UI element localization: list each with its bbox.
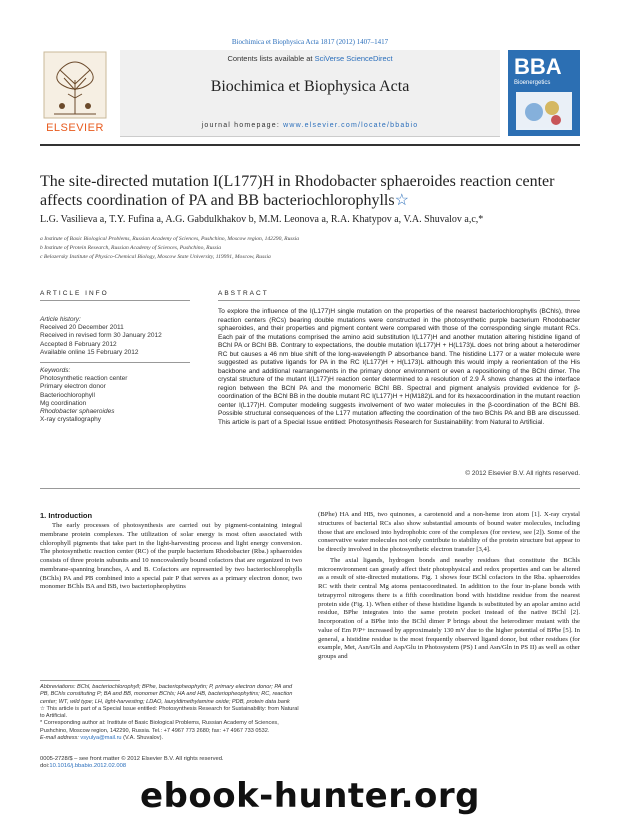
- abbreviations-footnote: Abbreviations: BChl, bacteriochlorophyll; BPhe, bacteriopheophytin; P, primary electron donor; PA and PB, BChls constituting P; BA and BB, monomer BChls; HA and HB, bacteriopheophytins; RC, reaction center; WT, wild type; LH, light-harvesting; LDAO, lauryldimethylamine oxide; PDB, protein data bank: [40, 684, 293, 705]
- header-rule: [40, 144, 580, 146]
- special-issue-footnote: ☆ This article is part of a Special Issue entitled: Photosynthesis Research for Sustainability: from Natural to Artificial.: [40, 705, 299, 720]
- watermark-text: ebook-hunter.org: [139, 776, 481, 816]
- introduction-heading: 1. Introduction: [40, 511, 93, 520]
- journal-cover[interactable]: [508, 50, 580, 136]
- affiliation-c: c Belozersky Institute of Physico-Chemical Biology, Moscow State University, 119991, Moscow, Russia: [40, 254, 271, 260]
- footnotes: [40, 684, 302, 742]
- history-item: Received in revised form 30 January 2012: [40, 332, 162, 340]
- email-owner: (V.A. Shuvalov).: [121, 735, 164, 742]
- abstract-rule: [218, 300, 580, 301]
- keyword-item: Bacteriochlorophyll: [40, 391, 95, 399]
- intro-left-column: [40, 522, 302, 592]
- intro-paragraph-2: The axial ligands, hydrogen bonds and nearby residues that constitute the BChls microenvironment can greatly affect their photophysical and redox properties and can be altered as a result of site-directed mutations. Fig. 1 shows four BChl cofactors in the Rba. sphaeroides RC with their central Mg atoms pentacoordinated. In addition to the four in-plane bonds with tetrapyrrol nitrogens there is a fifth coordination bond with histidine residue from the nearest protein side (Fig. 1). When either of these histidine ligands is substituted by an apolar amino acid residue, BPhe integrates into the same protein pocket instead of the native BChl [2]. Incorporation of a BPhe into the BChl dimer P brings about the heterodimer mutant with the value of Em P/P+ increased by approximately 130 mV due to the higher potential of BPhe [5]. In general, a histidine residue is the most frequently observed ligand donor, but other residues (for example, Met, Asn/Gln and Asp/Glu in Photosystem (PS) I and Asn/Gln in PS II) as well as other groups and: [318, 556, 580, 660]
- keywords-rule: [40, 362, 190, 363]
- author-list: L.G. Vasilieva a, T.Y. Fufina a, A.G. Gabdulkhakov b, M.M. Leonova a, R.A. Khatypov a, V.A. Shuvalov a,c,*: [40, 214, 484, 225]
- info-rule: [40, 300, 190, 301]
- cover-image: [516, 92, 572, 130]
- homepage-link[interactable]: www.elsevier.com/locate/bbabio: [283, 122, 419, 129]
- keyword-item: Mg coordination: [40, 399, 87, 407]
- keyword-item: X-ray crystallography: [40, 416, 102, 424]
- corresponding-footnote: * Corresponding author at: Institute of Basic Biological Problems, Russian Academy of Sciences, Pushchino, Moscow region, 142290, Russia. Tel.: +7 4967 773 2680; fax: +7 4967 733 0532.: [40, 720, 279, 734]
- contents-line: [120, 54, 500, 63]
- history-item: Received 20 December 2011: [40, 324, 124, 332]
- special-issue-star-icon[interactable]: ☆: [394, 192, 409, 209]
- email-link[interactable]: vsyulya@mail.ru: [80, 735, 122, 742]
- homepage-prefix: journal homepage:: [201, 122, 284, 129]
- cover-molecule-icon: [516, 92, 572, 130]
- elsevier-wordmark: ELSEVIER: [46, 122, 104, 134]
- email-label: E-mail address:: [40, 735, 81, 742]
- copyright-line: © 2012 Elsevier B.V. All rights reserved.: [465, 470, 580, 477]
- history-label: Article history:: [40, 316, 81, 323]
- history-item: Accepted 8 February 2012: [40, 340, 117, 348]
- elsevier-tree-icon: [40, 50, 110, 120]
- article-title: [40, 172, 580, 210]
- article-info: [40, 316, 190, 424]
- homepage-line: [120, 122, 500, 129]
- journal-title: Biochimica et Biophysica Acta: [210, 78, 410, 95]
- footnote-rule: [40, 680, 120, 681]
- journal-banner: [120, 50, 500, 137]
- intro-paragraph-1-cont: (BPhe) HA and HB, two quinones, a carotenoid and a non-heme iron atom [1]. X-ray crystal structures of bacterial RCs also show substantial amounts of bound water molecules, including those that are enclosed into hydrophobic core of the complexes (for review, see [2]). Some of the conservative water molecules not only contribute to stability of the protein structure but appear to be directly involved in the photosynthetic electron transfer [3,4].: [318, 511, 580, 553]
- bottom-metadata: [40, 756, 302, 771]
- keywords-label: Keywords:: [40, 367, 71, 375]
- journal-reference[interactable]: Biochimica et Biophysica Acta 1817 (2012) 1407–1417: [231, 38, 389, 46]
- intro-right-column: [318, 511, 580, 662]
- cover-subtitle: Bioenergetics: [514, 80, 551, 86]
- email-footnote: [40, 735, 302, 742]
- contents-prefix: Contents lists available at: [227, 54, 315, 63]
- intro-paragraph-1: The early processes of photosynthesis are carried out by pigment-containing integral membrane protein complexes. The utilization of solar energy is most often associated with chlorophyll pigments that take part in the light-harvesting process and light energy conversion. The photosynthetic reaction center (RC) of the purple bacterium Rhodobacter (Rba.) sphaeroides consists of three protein subunits and 10 noncovalently bound cofactors that are organized in two membrane-spanning branches, A and B. Cofactors are represented by two bacteriochlorophylls (BChls) PA and PB combined into a special pair P that serves as a primary electron donor, two monomer BChls BA and BB, two bacteriopheophytins: [40, 522, 302, 591]
- body-rule: [40, 488, 580, 489]
- cover-title: BBA: [514, 54, 562, 79]
- elsevier-logo[interactable]: [40, 50, 110, 136]
- issn-line: 0005-2728/$ – see front matter © 2012 Elsevier B.V. All rights reserved.: [40, 756, 224, 762]
- abstract-text: To explore the influence of the I(L177)H single mutation on the properties of the nearest bacteriochlorophylls (BChls), three reaction centers (RCs) bearing double mutations were constructed in the photosynthetic purple bacterium Rhodobacter sphaeroides, and their properties and pigment content were compared with those of the corresponding single mutant RCs. Each pair of the mutations comprised the amino acid substitution I(L177)H and another mutation altering histidine ligand of BChl PA or BChl BB. Contrary to expectations, the double mutation I(L177)H + H(L173)L does not bring about a heterodimer RC but causes a 46 nm blue shift of the long-wavelength P absorbance band. The histidine L177 or a water molecule were suggested as putative ligands for PA in the RC I(L177)H + H(L173)L although this would imply a reorientation of the His backbone and additional rearrangements in the primary donor environment or even a repositioning of the BChl dimer. The crystal structure of the mutant I(L177)H reaction center determined to a resolution of 2.9 Å shows changes at the interface region between the BChl PA and the monomeric BChl BB. Spectral and pigment analysis provided evidence for β-coordination of the BChl BB in the double mutant RC I(L177)H + H(M182)L and for its hexacoordination in the mutant reaction center I(L177)H. Computer modeling suggests involvement of two water molecules in the β-coordination of the BChl BB. Possible structural consequences of the L177 mutation affecting the coordination of the two BChls PA and BB are discussed. This article is part of a Special Issue entitled: Photosynthesis Research for Sustainability: from Natural to Artificial.: [218, 308, 580, 426]
- abstract-heading: ABSTRACT: [218, 290, 269, 297]
- keyword-item: Primary electron donor: [40, 383, 106, 391]
- history-item: Available online 15 February 2012: [40, 348, 139, 356]
- doi-link[interactable]: 10.1016/j.bbabio.2012.02.008: [49, 763, 127, 770]
- title-text: The site-directed mutation I(L177)H in Rhodobacter sphaeroides reaction center affects coordination of PA and BB bacteriochlorophylls: [40, 173, 555, 209]
- doi-prefix: doi:: [40, 763, 50, 770]
- keyword-item: Rhodobacter sphaeroides: [40, 408, 115, 416]
- doi-line: [40, 763, 302, 770]
- sciencedirect-link[interactable]: SciVerse ScienceDirect: [314, 54, 393, 63]
- keyword-item: Photosynthetic reaction center: [40, 375, 128, 383]
- article-info-heading: ARTICLE INFO: [40, 290, 109, 297]
- affiliation-b: b Institute of Protein Research, Russian Academy of Sciences, Pushchino, Russia: [40, 245, 222, 251]
- journal-header: [40, 50, 580, 138]
- affiliation-a: a Institute of Basic Biological Problems, Russian Academy of Sciences, Pushchino, Moscow region, 142290, Russia: [40, 236, 300, 242]
